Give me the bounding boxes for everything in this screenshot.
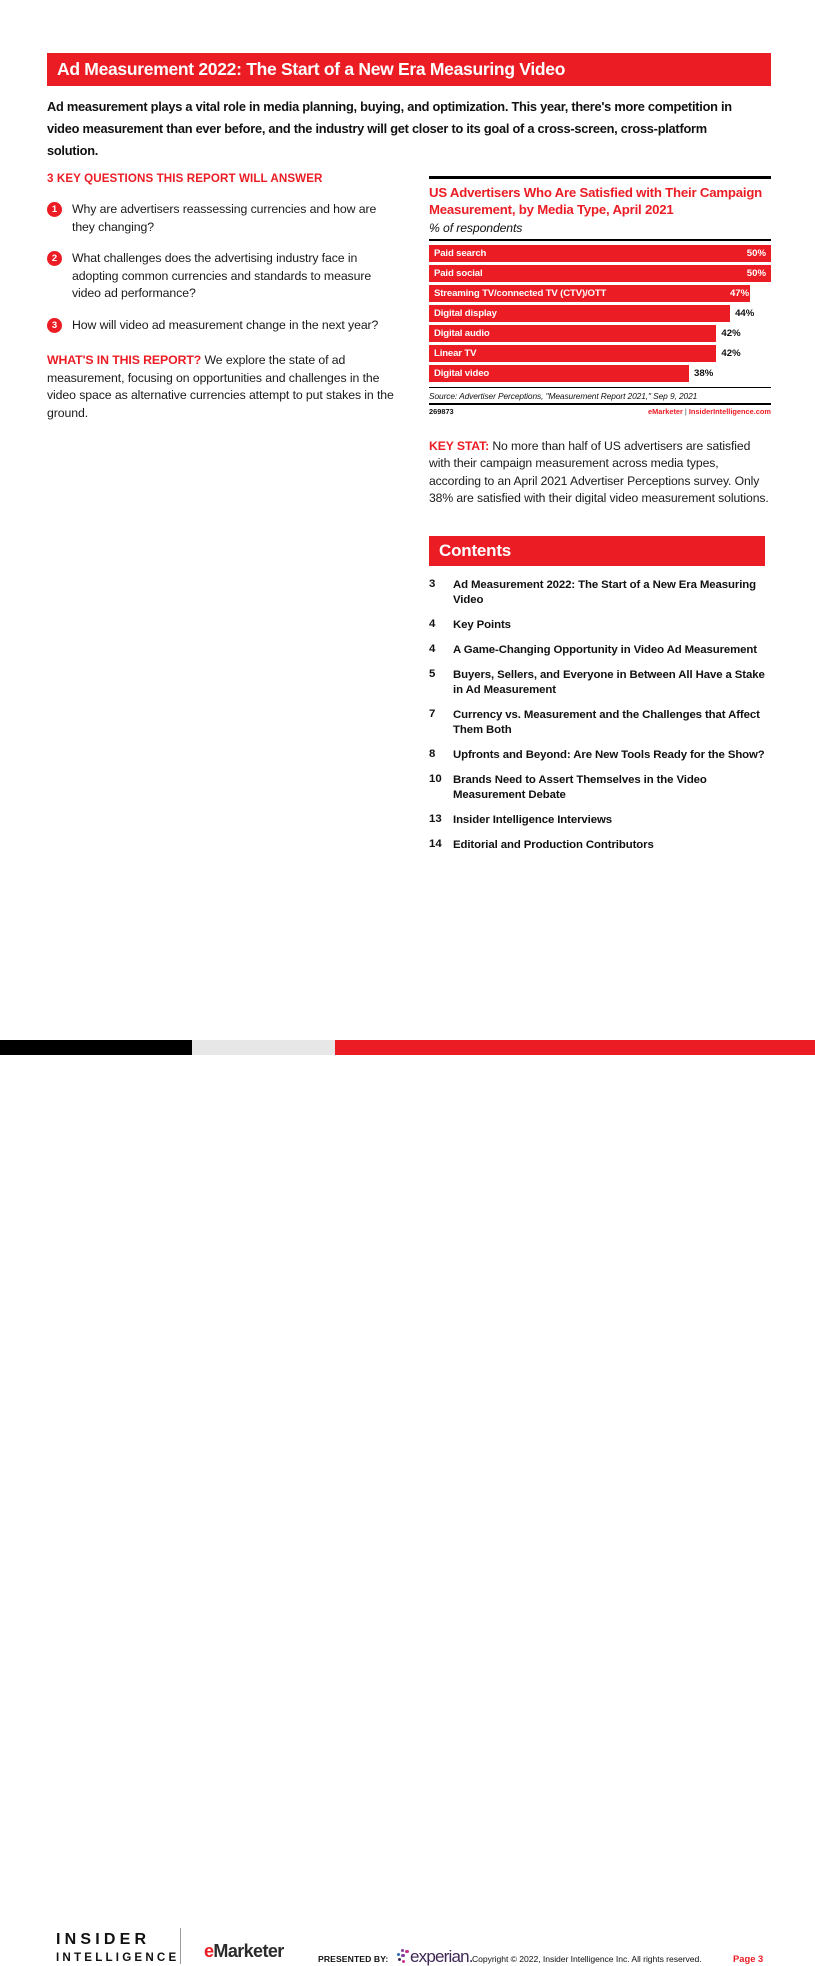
chart-top-rule bbox=[429, 176, 771, 179]
chart-source: Source: Advertiser Perceptions, "Measurement Report 2021," Sep 9, 2021 bbox=[429, 391, 698, 402]
contents-heading: Contents bbox=[439, 540, 512, 560]
toc-item[interactable] bbox=[429, 748, 771, 763]
toc-page-number: 4 bbox=[429, 617, 436, 630]
experian-dots-icon bbox=[397, 1949, 409, 1965]
page-number: Page 3 bbox=[733, 1953, 764, 1964]
question-text: How will video ad measurement change in the next year? bbox=[72, 317, 379, 332]
experian-logo bbox=[397, 1948, 473, 1965]
satisfaction-bar-chart bbox=[429, 176, 771, 416]
logo-insider-line1: INSIDER bbox=[56, 1931, 151, 1948]
key-question-item bbox=[47, 250, 397, 303]
chart-bar-row bbox=[429, 305, 771, 322]
toc-item-title: Key Points bbox=[453, 618, 511, 631]
bottom-bar-red-segment bbox=[335, 1040, 815, 1055]
chart-bar-row bbox=[429, 285, 771, 302]
copyright-text: Copyright © 2022, Insider Intelligence Inc. All rights reserved. bbox=[472, 1954, 702, 1964]
page-footer bbox=[0, 960, 815, 1966]
key-stat-body: No more than half of US advertisers are satisfied with their campaign measurement across media types, according to an April 2021 Advertiser Perceptions survey. Only 38% are satisfied with their digital video measurement solutions. bbox=[429, 438, 769, 506]
chart-footer-rule bbox=[429, 403, 771, 405]
chart-brand-emarketer: eMarketer bbox=[648, 406, 683, 416]
logo-insider-line2: INTELLIGENCE bbox=[56, 1951, 180, 1964]
toc-page-number: 8 bbox=[429, 747, 436, 760]
key-question-item bbox=[47, 317, 397, 335]
whats-in-lead: WHAT'S IN THIS REPORT? bbox=[47, 353, 202, 367]
key-stat bbox=[429, 438, 771, 508]
toc-item-title: Buyers, Sellers, and Everyone in Between All Have a Stake in Ad Measurement bbox=[453, 668, 765, 696]
chart-bar-label: Streaming TV/connected TV (CTV)/OTT bbox=[434, 287, 607, 299]
chart-bar-row bbox=[429, 365, 771, 382]
chart-footer bbox=[429, 407, 771, 416]
toc-item[interactable] bbox=[429, 618, 771, 633]
chart-bar-value: 38% bbox=[694, 367, 714, 379]
toc-item-title: Currency vs. Measurement and the Challenges that Affect Them Both bbox=[453, 708, 760, 736]
logo-divider bbox=[180, 1928, 181, 1964]
chart-mid-rule bbox=[429, 239, 771, 241]
chart-bar-value: 47% bbox=[729, 287, 750, 299]
toc-item[interactable] bbox=[429, 668, 771, 698]
question-text: What challenges does the advertising industry face in adopting common currencies and standards to measure video ad performance? bbox=[72, 251, 372, 300]
chart-bar-label: Linear TV bbox=[434, 347, 477, 359]
toc-item[interactable] bbox=[429, 643, 771, 658]
toc-page-number: 5 bbox=[429, 667, 436, 680]
toc-item[interactable] bbox=[429, 708, 771, 738]
chart-bar-value: 42% bbox=[721, 347, 741, 359]
chart-bar-row bbox=[429, 345, 771, 362]
chart-bar-value: 50% bbox=[746, 247, 766, 259]
chart-title: US Advertisers Who Are Satisfied with Their Campaign Measurement, by Media Type, April 2021 bbox=[429, 185, 763, 217]
toc-page-number: 13 bbox=[429, 812, 442, 825]
chart-bar-value: 50% bbox=[746, 267, 766, 279]
key-stat-lead: KEY STAT: bbox=[429, 438, 490, 453]
bottom-bar-gray-segment bbox=[192, 1040, 335, 1055]
chart-bar-row bbox=[429, 245, 771, 262]
emarketer-logo bbox=[204, 1941, 284, 1962]
chart-bar-row bbox=[429, 265, 771, 282]
chart-id: 269873 bbox=[429, 406, 454, 416]
chart-bar-label: Digital audio bbox=[434, 327, 490, 339]
whats-in-body: We explore the state of ad measurement, focusing on opportunities and challenges in the video space as alternative currencies attempt to put stakes in the ground. bbox=[47, 353, 394, 420]
chart-bar-label: Paid social bbox=[434, 267, 483, 279]
bottom-color-bar bbox=[0, 1040, 815, 1055]
toc-item-title: A Game-Changing Opportunity in Video Ad Measurement bbox=[453, 643, 757, 656]
insider-intelligence-logo bbox=[56, 1932, 179, 1964]
chart-bars bbox=[429, 245, 771, 382]
chart-bottom-rule bbox=[429, 387, 771, 389]
toc-page-number: 3 bbox=[429, 577, 436, 590]
chart-brand-insider: InsiderIntelligence.com bbox=[688, 406, 771, 416]
toc-item[interactable] bbox=[429, 838, 771, 853]
toc-item[interactable] bbox=[429, 578, 771, 608]
chart-bar-label: Digital display bbox=[434, 307, 497, 319]
report-title-banner bbox=[47, 53, 771, 86]
chart-bar-value: 42% bbox=[721, 327, 741, 339]
bottom-bar-black-segment bbox=[0, 1040, 192, 1055]
emarketer-logo-text: Marketer bbox=[213, 1941, 284, 1961]
whats-in-this-report bbox=[47, 352, 397, 422]
chart-bar-row bbox=[429, 325, 771, 342]
toc-item-title: Editorial and Production Contributors bbox=[453, 838, 654, 851]
key-questions-heading: 3 KEY QUESTIONS THIS REPORT WILL ANSWER bbox=[47, 172, 323, 185]
question-number-badge: 1 bbox=[47, 202, 62, 217]
intro-paragraph: Ad measurement plays a vital role in media planning, buying, and optimization. This year, there's more competition in video measurement than ever before, and the industry will get closer to its goal of a cross-screen, cross-platform solution. bbox=[47, 99, 732, 158]
chart-bar-label: Digital video bbox=[434, 367, 490, 379]
experian-wordmark: experian. bbox=[410, 1947, 473, 1966]
question-number-badge: 3 bbox=[47, 318, 62, 333]
toc-item[interactable] bbox=[429, 813, 771, 828]
toc-page-number: 14 bbox=[429, 837, 442, 850]
toc-item-title: Brands Need to Assert Themselves in the Video Measurement Debate bbox=[453, 773, 707, 801]
chart-subtitle: % of respondents bbox=[429, 221, 523, 235]
question-number-badge: 2 bbox=[47, 251, 62, 266]
toc-item[interactable] bbox=[429, 773, 771, 803]
toc-item-title: Insider Intelligence Interviews bbox=[453, 813, 612, 826]
chart-brand-separator: | bbox=[684, 406, 687, 416]
left-column bbox=[47, 172, 397, 422]
right-column bbox=[429, 176, 771, 863]
question-text: Why are advertisers reassessing currencies and how are they changing? bbox=[72, 202, 377, 234]
toc-item-title: Ad Measurement 2022: The Start of a New Era Measuring Video bbox=[453, 578, 756, 606]
chart-bar-value: 44% bbox=[735, 307, 755, 319]
presented-by-label: PRESENTED BY: bbox=[318, 1954, 389, 1964]
toc-page-number: 7 bbox=[429, 707, 436, 720]
contents-banner bbox=[429, 536, 765, 566]
table-of-contents bbox=[429, 578, 771, 853]
toc-page-number: 10 bbox=[429, 772, 442, 785]
key-question-item bbox=[47, 201, 397, 236]
chart-bar-label: Paid search bbox=[434, 247, 487, 259]
emarketer-logo-e: e bbox=[204, 1941, 214, 1961]
toc-page-number: 4 bbox=[429, 642, 436, 655]
chart-brand bbox=[648, 407, 771, 416]
page-title: Ad Measurement 2022: The Start of a New Era Measuring Video bbox=[57, 59, 566, 79]
toc-item-title: Upfronts and Beyond: Are New Tools Ready for the Show? bbox=[453, 748, 765, 761]
